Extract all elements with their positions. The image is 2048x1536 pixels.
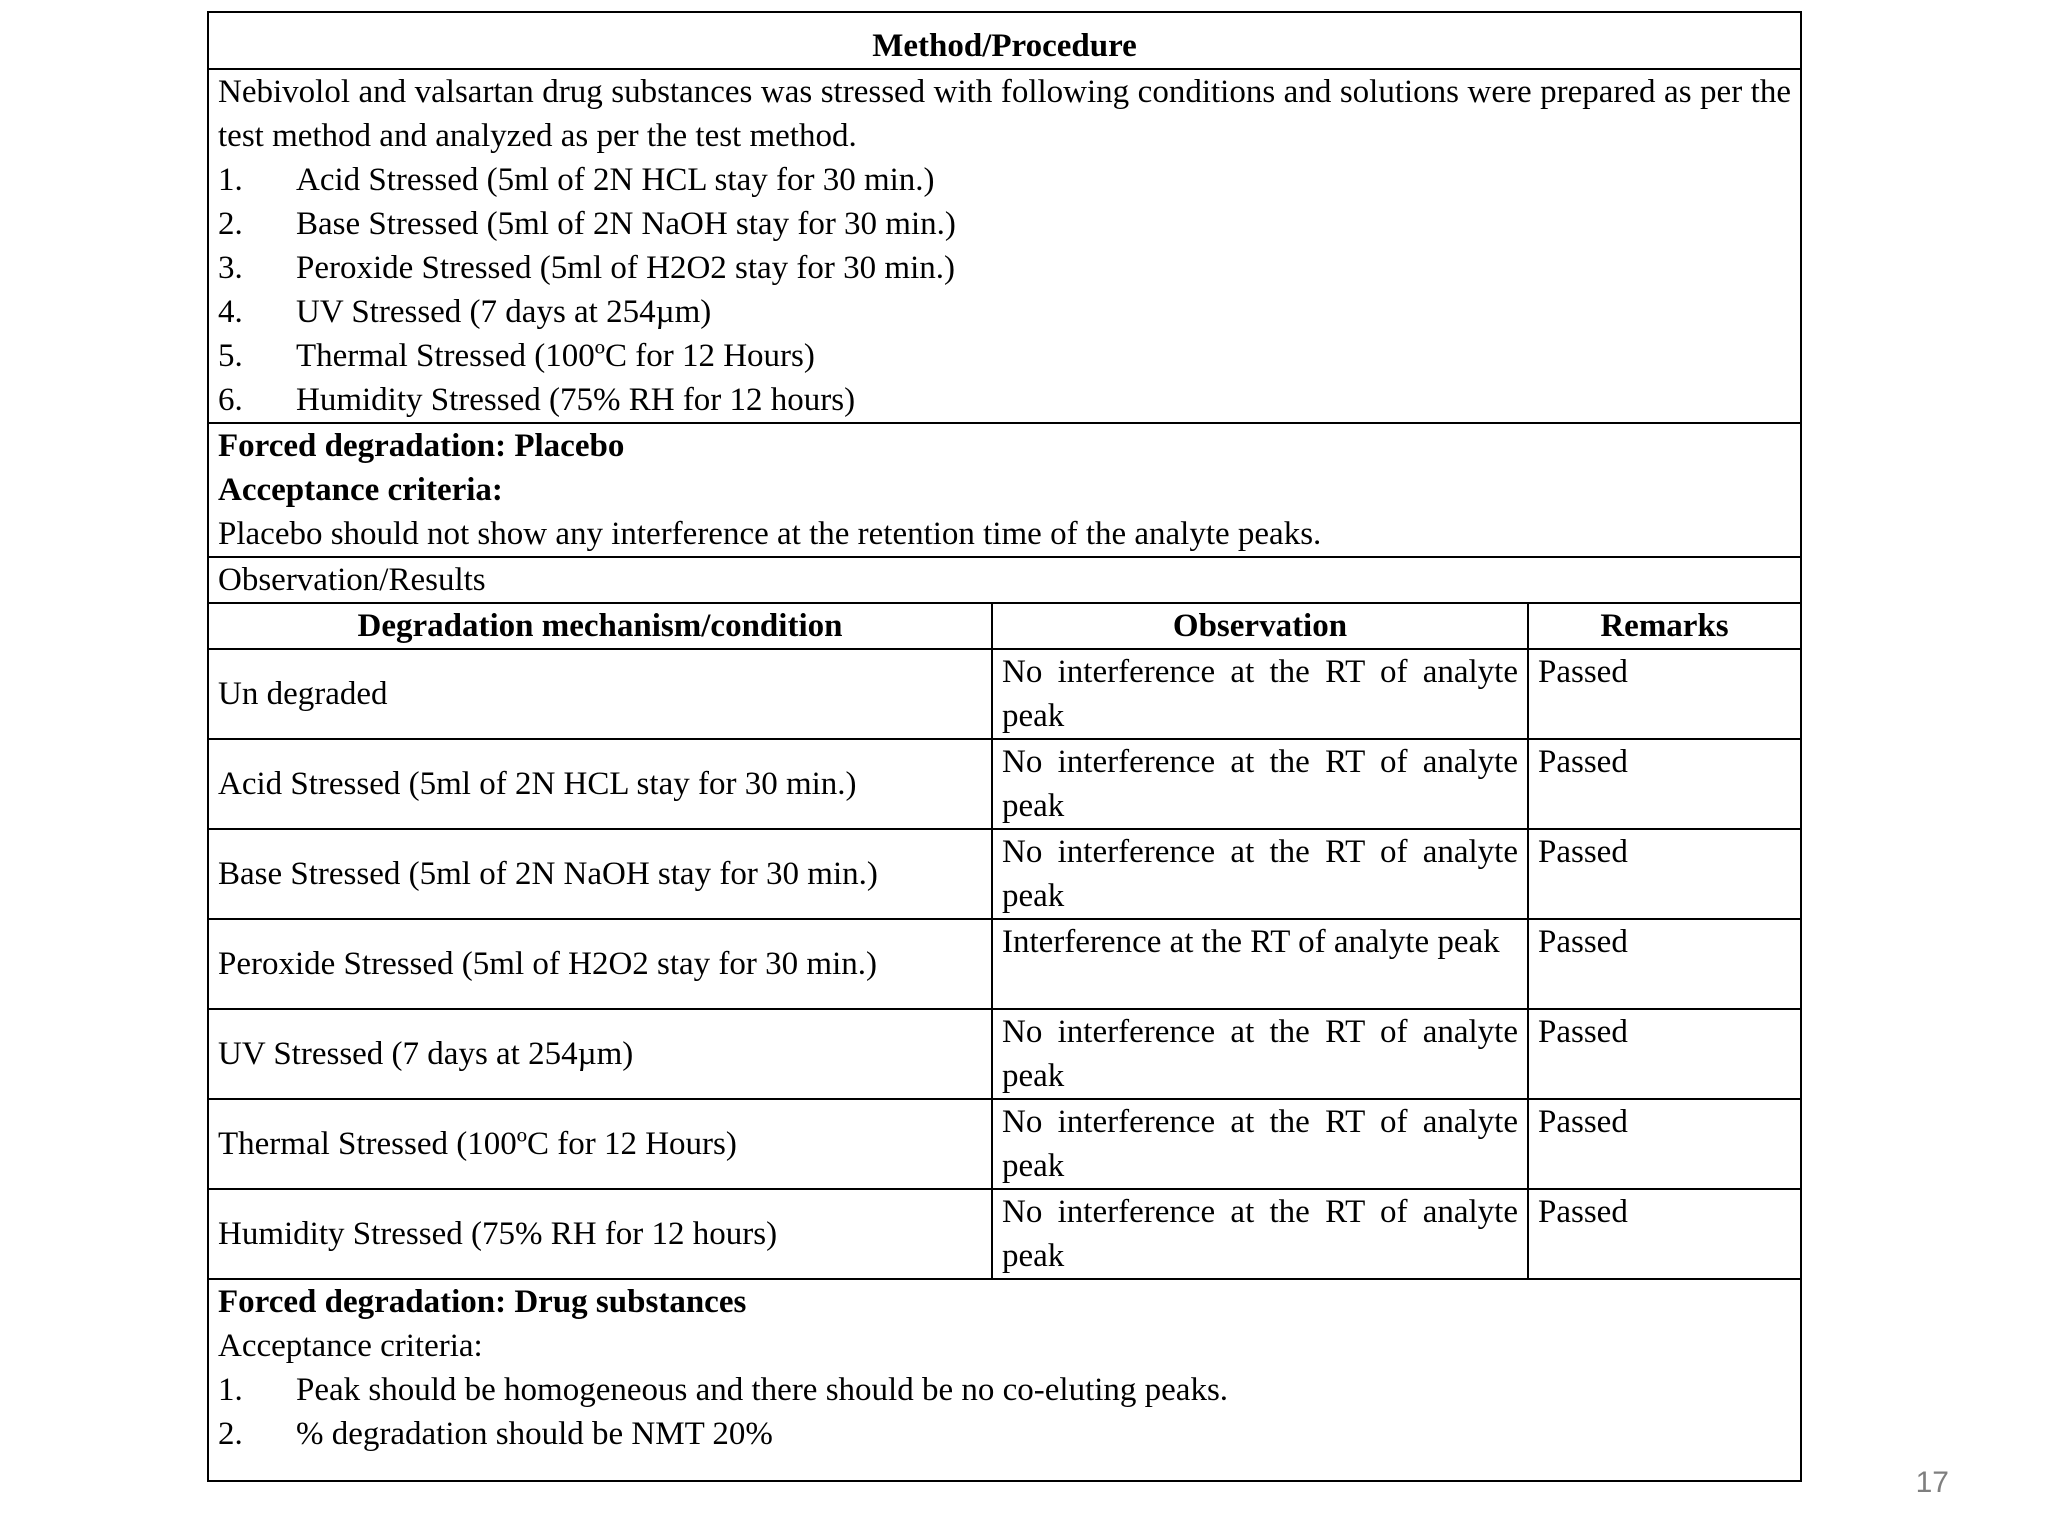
- observation-cell: No interference at the RT of analyte peak: [992, 649, 1528, 739]
- table-row: [208, 919, 1801, 1009]
- results-title-row: [208, 557, 1801, 603]
- observation-cell: Interference at the RT of analyte peak: [992, 919, 1528, 1009]
- method-body: [208, 69, 1801, 423]
- list-text: Humidity Stressed (75% RH for 12 hours): [296, 382, 856, 418]
- list-text: Thermal Stressed (100ºC for 12 Hours): [296, 338, 815, 374]
- condition-cell: UV Stressed (7 days at 254µm): [208, 1009, 992, 1099]
- method-body-row: [208, 69, 1801, 423]
- condition-cell: Base Stressed (5ml of 2N NaOH stay for 30 min.): [208, 829, 992, 919]
- results-title: Observation/Results: [208, 557, 1801, 603]
- stress-condition-item: [218, 378, 1791, 422]
- condition-cell: Humidity Stressed (75% RH for 12 hours): [208, 1189, 992, 1279]
- stress-condition-item: [218, 158, 1791, 202]
- remarks-cell: Passed: [1528, 1099, 1801, 1189]
- table-row: [208, 829, 1801, 919]
- condition-cell: Acid Stressed (5ml of 2N HCL stay for 30 min.): [208, 739, 992, 829]
- acceptance-criteria-list: [218, 1368, 1791, 1456]
- method-intro: Nebivolol and valsartan drug substances was stressed with following conditions and solutions were prepared as per the test method and analyzed as per the test method.: [218, 74, 1791, 154]
- drug-substances-acceptance-label: Acceptance criteria:: [218, 1328, 483, 1364]
- remarks-cell: Passed: [1528, 739, 1801, 829]
- criteria-item: [218, 1412, 1791, 1456]
- condition-cell: Un degraded: [208, 649, 992, 739]
- list-number: 1.: [218, 162, 243, 198]
- table-row: [208, 649, 1801, 739]
- placebo-acceptance-label: Acceptance criteria:: [218, 472, 503, 508]
- table-row: [208, 1099, 1801, 1189]
- remarks-cell: Passed: [1528, 1189, 1801, 1279]
- observation-cell: No interference at the RT of analyte peak: [992, 829, 1528, 919]
- column-header-observation: Observation: [992, 603, 1528, 649]
- condition-cell: Peroxide Stressed (5ml of H2O2 stay for 30 min.): [208, 919, 992, 1009]
- table-row: [208, 1189, 1801, 1279]
- list-number: 2.: [218, 206, 243, 242]
- observation-cell: No interference at the RT of analyte peak: [992, 1189, 1528, 1279]
- placebo-section: [208, 423, 1801, 557]
- remarks-cell: Passed: [1528, 1009, 1801, 1099]
- remarks-cell: Passed: [1528, 829, 1801, 919]
- procedure-table: [207, 11, 1802, 1482]
- observation-cell: No interference at the RT of analyte peak: [992, 1099, 1528, 1189]
- criteria-item: [218, 1368, 1791, 1412]
- drug-substances-row: [208, 1279, 1801, 1481]
- list-text: Base Stressed (5ml of 2N NaOH stay for 30 min.): [296, 206, 956, 242]
- placebo-row: [208, 423, 1801, 557]
- list-text: UV Stressed (7 days at 254µm): [296, 294, 712, 330]
- stress-condition-item: [218, 202, 1791, 246]
- condition-cell: Thermal Stressed (100ºC for 12 Hours): [208, 1099, 992, 1189]
- list-number: 5.: [218, 338, 243, 374]
- observation-cell: No interference at the RT of analyte peak: [992, 1009, 1528, 1099]
- stress-condition-list: [218, 158, 1791, 422]
- placebo-title: Forced degradation: Placebo: [218, 428, 625, 464]
- method-heading: Method/Procedure: [208, 12, 1801, 69]
- list-text: Peroxide Stressed (5ml of H2O2 stay for 30 min.): [296, 250, 955, 286]
- remarks-cell: Passed: [1528, 649, 1801, 739]
- results-header-row: [208, 603, 1801, 649]
- list-text: Peak should be homogeneous and there should be no co-eluting peaks.: [296, 1372, 1229, 1408]
- table-row: [208, 1009, 1801, 1099]
- list-text: % degradation should be NMT 20%: [296, 1416, 773, 1452]
- table-row: [208, 739, 1801, 829]
- remarks-cell: Passed: [1528, 919, 1801, 1009]
- column-header-condition: Degradation mechanism/condition: [208, 603, 992, 649]
- column-header-remarks: Remarks: [1528, 603, 1801, 649]
- list-number: 6.: [218, 382, 243, 418]
- stress-condition-item: [218, 334, 1791, 378]
- list-number: 3.: [218, 250, 243, 286]
- method-heading-row: [208, 12, 1801, 69]
- stress-condition-item: [218, 290, 1791, 334]
- drug-substances-title: Forced degradation: Drug substances: [218, 1284, 747, 1320]
- list-text: Acid Stressed (5ml of 2N HCL stay for 30 min.): [296, 162, 935, 198]
- list-number: 2.: [218, 1416, 243, 1452]
- stress-condition-item: [218, 246, 1791, 290]
- list-number: 4.: [218, 294, 243, 330]
- placebo-acceptance-text: Placebo should not show any interference at the retention time of the analyte peaks.: [218, 516, 1322, 552]
- observation-cell: No interference at the RT of analyte peak: [992, 739, 1528, 829]
- list-number: 1.: [218, 1372, 243, 1408]
- page-number: 17: [1915, 1466, 1949, 1499]
- drug-substances-section: [208, 1279, 1801, 1481]
